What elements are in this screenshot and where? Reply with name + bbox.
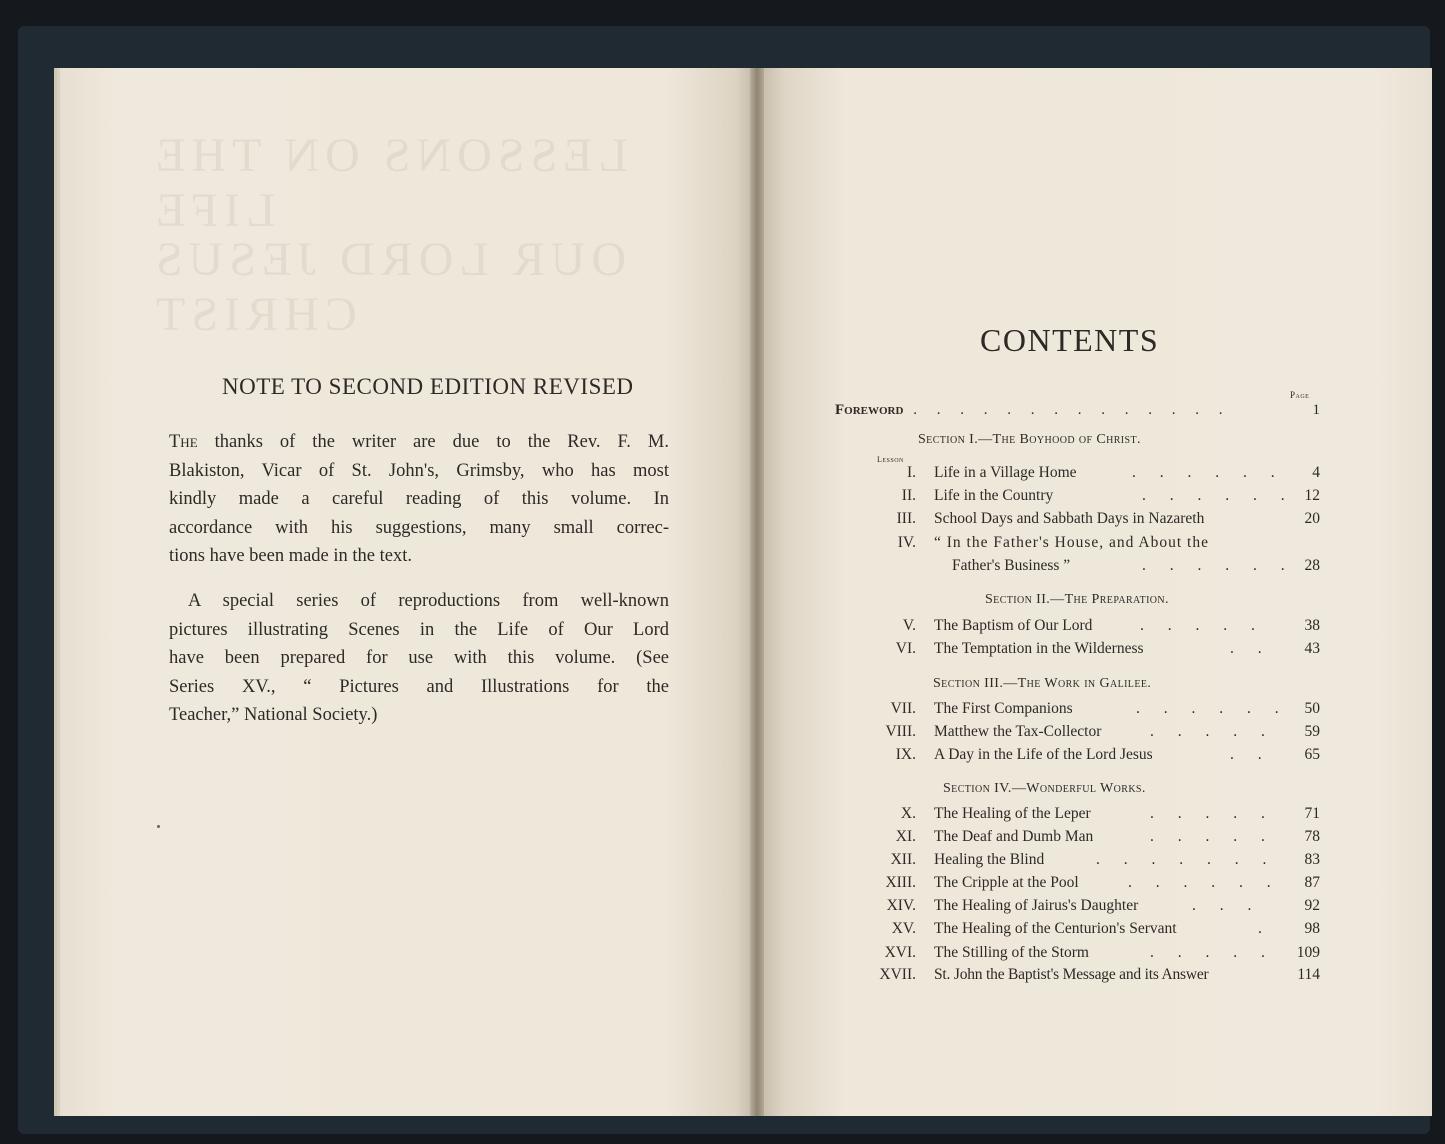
show-through-text: OUR LORD JESUS CHRIST [150, 233, 627, 341]
lesson-title: The Healing of Jairus's Daughter [934, 897, 1139, 914]
lesson-title: The Healing of the Leper [934, 805, 1091, 822]
lesson-title: The Stilling of the Storm [934, 944, 1089, 961]
toc-row [850, 464, 1320, 486]
lesson-page-number: 109 [1296, 944, 1320, 961]
lesson-title: St. John the Baptist's Message and its Answer [934, 966, 1209, 983]
leader-dots: . . . . . . [1136, 700, 1289, 717]
lesson-page-number: 98 [1304, 920, 1320, 937]
paragraph-line: have been prepared for use with this volume. (See [169, 648, 669, 669]
foreword-row [835, 402, 1320, 419]
lesson-number: III. [896, 510, 916, 527]
section-heading: Section I.—The Boyhood of Christ. [918, 432, 1141, 447]
foreword-page-number: 1 [1312, 402, 1320, 418]
paragraph-line: kindly made a careful reading of this volume. In [169, 489, 669, 510]
lesson-number: XVI. [884, 944, 916, 961]
section-heading: Section IV.—Wonderful Works. [943, 781, 1146, 796]
toc-row [850, 557, 1320, 579]
toc-row [850, 966, 1320, 988]
lesson-page-number: 50 [1304, 700, 1320, 717]
leader-dots: . . . [1192, 897, 1262, 914]
paragraph-line: pictures illustrating Scenes in the Life of Our Lord [169, 619, 669, 640]
lesson-title: A Day in the Life of the Lord Jesus [934, 746, 1153, 763]
section-heading: Section III.—The Work in Galilee. [933, 676, 1152, 691]
toc-row [850, 723, 1320, 745]
leader-dots: . . [1230, 640, 1272, 657]
lesson-title: Father's Business ” [952, 557, 1071, 574]
foreword-label: Foreword [835, 402, 904, 418]
lesson-title: Life in the Country [934, 487, 1054, 504]
toc-row [850, 617, 1320, 639]
lesson-title: The Baptism of Our Lord [934, 617, 1093, 634]
lesson-page-number: 43 [1304, 640, 1320, 657]
lesson-title: The Temptation in the Wilderness [934, 640, 1144, 657]
lesson-number: XII. [890, 851, 916, 868]
leader-dots: . . . . . . [1142, 557, 1295, 574]
lesson-page-number: 38 [1304, 617, 1320, 634]
lesson-number: V. [902, 617, 916, 634]
toc-row [850, 851, 1320, 873]
paragraph-line: Series XV., “ Pictures and Illustrations for the [169, 676, 669, 697]
lesson-title: Matthew the Tax-Collector [934, 723, 1102, 740]
lesson-column-header: Lesson [877, 455, 904, 464]
book-gutter [750, 68, 764, 1116]
leader-dots: . . . . . [1150, 944, 1275, 961]
lesson-number: VI. [895, 640, 916, 657]
lesson-number: IV. [897, 534, 916, 551]
lesson-page-number: 114 [1297, 966, 1320, 983]
paragraph-line: tions have been made in the text. [169, 546, 412, 567]
lesson-title: “ In the Father's House, and About the [934, 534, 1209, 551]
toc-row [850, 828, 1320, 850]
toc-row [850, 805, 1320, 827]
lesson-page-number: 65 [1304, 746, 1320, 763]
lesson-page-number: 78 [1304, 828, 1320, 845]
toc-row [850, 874, 1320, 896]
contents-title: CONTENTS [980, 322, 1160, 358]
toc-row [850, 746, 1320, 768]
lesson-page-number: 59 [1304, 723, 1320, 740]
toc-row [850, 920, 1320, 942]
leader-dots: . . . . . . [1132, 464, 1285, 481]
lesson-number: X. [900, 805, 916, 822]
lesson-number: II. [901, 487, 916, 504]
toc-row [850, 944, 1320, 966]
leader-dots: . . . . . [1150, 723, 1275, 740]
lesson-title: The Cripple at the Pool [934, 874, 1079, 891]
paragraph-line: Blakiston, Vicar of St. John's, Grimsby, who has most [169, 460, 669, 481]
paragraph-line: Teacher,” National Society.) [169, 705, 378, 726]
lesson-number: XIII. [885, 874, 916, 891]
toc-row [850, 640, 1320, 662]
lesson-title: The Healing of the Centurion's Servant [934, 920, 1177, 937]
lesson-number: XIV. [886, 897, 916, 914]
leader-dots: . . . . . [1150, 828, 1275, 845]
leader-dots: . . . . . . [1128, 874, 1281, 891]
lesson-page-number: 4 [1312, 464, 1320, 481]
lesson-page-number: 71 [1304, 805, 1320, 822]
leader-dots: . [1258, 920, 1272, 937]
toc-row [850, 897, 1320, 919]
lesson-page-number: 83 [1304, 851, 1320, 868]
lesson-number: IX. [895, 746, 916, 763]
lesson-number: I. [906, 464, 916, 481]
lesson-number: XVII. [879, 966, 916, 983]
foreword-leader-dots: . . . . . . . . . . . . . . [913, 402, 1231, 418]
lesson-page-number: 92 [1304, 897, 1320, 914]
paragraph-line: accordance with his suggestions, many small correc- [169, 517, 669, 538]
section-heading: Section II.—The Preparation. [985, 592, 1169, 607]
ink-speck [157, 825, 160, 828]
note-paragraph-1 [169, 428, 669, 571]
lesson-title: School Days and Sabbath Days in Nazareth [934, 510, 1205, 527]
leader-dots: . . . . . . [1142, 487, 1295, 504]
leader-dots: . . . . . . . [1096, 851, 1277, 868]
leader-dots: . . [1230, 746, 1272, 763]
note-paragraph-2 [169, 587, 669, 730]
lesson-number: XV. [891, 920, 916, 937]
note-title: NOTE TO SECOND EDITION REVISED [222, 374, 634, 399]
lesson-page-number: 20 [1304, 510, 1320, 527]
lesson-page-number: 28 [1304, 557, 1320, 574]
leader-dots: . . . . . [1150, 805, 1275, 822]
show-through-text: LESSONS ON THE LIFE [150, 129, 628, 237]
toc-row [850, 700, 1320, 722]
lesson-title: The Deaf and Dumb Man [934, 828, 1094, 845]
page-column-header: Page [1290, 390, 1310, 400]
toc-row [850, 487, 1320, 509]
lesson-page-number: 87 [1304, 874, 1320, 891]
toc-row [850, 510, 1320, 532]
paragraph-line: The thanks of the writer are due to the Rev. F. M. [169, 432, 669, 452]
lesson-number: XI. [895, 828, 916, 845]
leader-dots: . . . . . [1140, 617, 1265, 634]
lesson-page-number: 12 [1304, 487, 1320, 504]
lesson-number: VIII. [885, 723, 916, 740]
lesson-title: Healing the Blind [934, 851, 1045, 868]
lesson-title: Life in a Village Home [934, 464, 1077, 481]
toc-row [850, 534, 1320, 556]
lesson-number: VII. [890, 700, 916, 717]
lesson-title: The First Companions [934, 700, 1073, 717]
paragraph-line: A special series of reproductions from well-known [188, 591, 669, 611]
